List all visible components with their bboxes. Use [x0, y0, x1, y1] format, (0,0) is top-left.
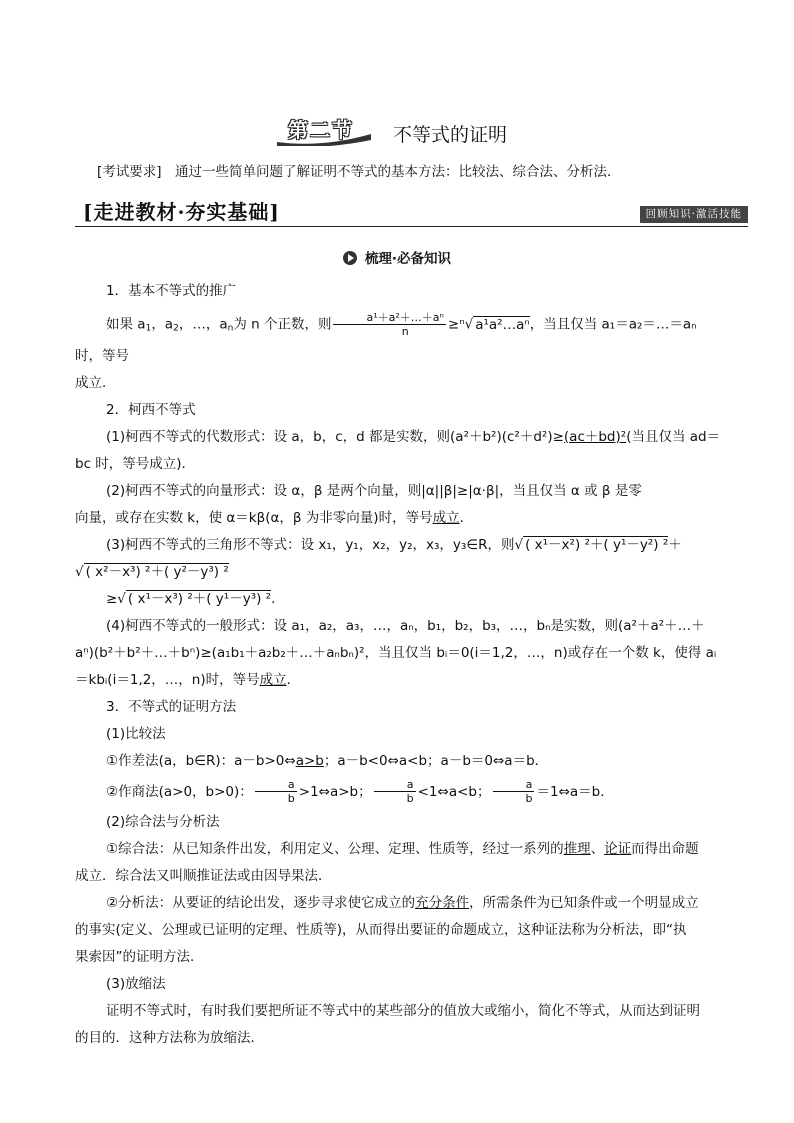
- cauchy-algebraic-end: bc 时，等号成立)．: [75, 455, 196, 472]
- section-header: [75, 196, 748, 227]
- paragraph-1-end: 成立．: [75, 374, 116, 391]
- fraction-mean: $\frac{\text{a¹＋a²＋…＋aⁿ}}{n}$: [333, 311, 445, 338]
- method-quotient: ②作商法(a>0，b>0)： $\frac{a}{b}$ >1⇔a>b； $\frac{a}{b}$ <1⇔a<b； $\frac{a}{b}$ ＝1⇔a＝b．: [106, 778, 614, 805]
- paragraph-1: 如果 $a_1$，$a_2$，…，$a_n$为 n 个正数，则 $\frac{\text{a¹＋a²＋…＋aⁿ}}{n}$ ≥ⁿ√ a¹a²…aⁿ，当且仅当 a₁＝a₂＝…＝aₙ时，等号: [75, 311, 697, 364]
- badge-label: 第二节: [288, 118, 354, 142]
- scaling-l2: 的目的．这种方法称为放缩法．: [75, 1029, 264, 1046]
- method-synthesis-analysis: (2)综合法与分析法: [106, 813, 220, 830]
- page-title: 不等式的证明: [393, 124, 508, 146]
- section-badge: [277, 116, 371, 144]
- scaling-l1: 证明不等式时，有时我们要把所证不等式中的某些部分的值放大或缩小，简化不等式，从而达到证明: [106, 1002, 700, 1019]
- cauchy-triangle-l2: √ ( x²－x³) ²＋( y²－y³) ²: [75, 563, 229, 580]
- synthesis-method: ①综合法：从已知条件出发，利用定义、公理、定理、性质等，经过一系列的推理、论证而得出命题: [106, 840, 699, 857]
- cauchy-triangle: (3)柯西不等式的三角形不等式：设 x₁，y₁，x₂，y₂，x₃，y₃∈R，则√ ( x¹－x²) ²＋( y¹－y²) ²＋: [106, 536, 682, 553]
- synthesis-method-end: 成立．综合法又叫顺推证法或由因导果法．: [75, 867, 332, 884]
- analysis-method-l3: 果索因”的证明方法．: [75, 948, 204, 965]
- cauchy-algebraic: (1)柯西不等式的代数形式：设 a，b，c，d 都是实数，则(a²＋b²)(c²＋d²)≥(ac＋bd)²(当且仅当 ad＝: [106, 428, 721, 445]
- cauchy-vector: (2)柯西不等式的向量形式：设 α，β 是两个向量，则|α||β|≥|α·β|，当且仅当 α 或 β 是零: [106, 482, 642, 499]
- section-title: [走进教材·夯实基础]: [83, 200, 280, 224]
- cauchy-general-l3: ＝kbᵢ(i＝1,2，…，n)时，等号成立．: [75, 671, 301, 688]
- radical-geo-mean: a¹a²…aⁿ: [475, 316, 530, 333]
- exam-requirement: [考试要求] 通过一些简单问题了解证明不等式的基本方法：比较法、综合法、分析法．: [97, 164, 621, 180]
- cauchy-general: (4)柯西不等式的一般形式：设 a₁，a₂，a₃，…，aₙ，b₁，b₂，b₃，…，bₙ是实数，则(a²＋a²＋…＋: [106, 617, 705, 634]
- analysis-method-l2: 的事实(定义、公理或已证明的定理、性质等)，从而得出要证的命题成立，这种证法称为分析法，即“执: [75, 921, 687, 938]
- content-body: [75, 278, 723, 1052]
- heading-1: 1．基本不等式的推广: [106, 283, 237, 299]
- cauchy-vector-end: 向量，或存在实数 k，使 α＝kβ(α，β 为非零向量)时，等号成立．: [75, 509, 474, 526]
- sub-heading-text: 梳理·必备知识: [364, 251, 452, 267]
- cauchy-triangle-l3: ≥√ ( x¹－x³) ²＋( y¹－y³) ²．: [106, 590, 285, 607]
- method-scaling: (3)放缩法: [106, 975, 166, 992]
- method-difference: ①作差法(a，b∈R)：a－b>0⇔a>b；a－b<0⇔a<b；a－b＝0⇔a＝b．: [106, 752, 549, 769]
- cauchy-general-l2: aⁿ)(b²＋b²＋…＋bⁿ)≥(a₁b₁＋a₂b₂＋…＋aₙbₙ)²，当且仅当 bᵢ＝0(i＝1,2，…，n)或存在一个数 k，使得 aᵢ: [75, 644, 717, 661]
- sub-heading: [0, 247, 794, 267]
- heading-2: 2．柯西不等式: [106, 401, 196, 418]
- analysis-method: ②分析法：从要证的结论出发，逐步寻求使它成立的充分条件，所需条件为已知条件或一个明显成立: [106, 894, 699, 911]
- section-tag: 回顾知识·激活技能: [640, 206, 748, 223]
- play-circle-icon: [343, 251, 357, 265]
- title-row: [0, 112, 794, 152]
- heading-3: 3．不等式的证明方法: [106, 698, 237, 715]
- method-compare: (1)比较法: [106, 725, 166, 742]
